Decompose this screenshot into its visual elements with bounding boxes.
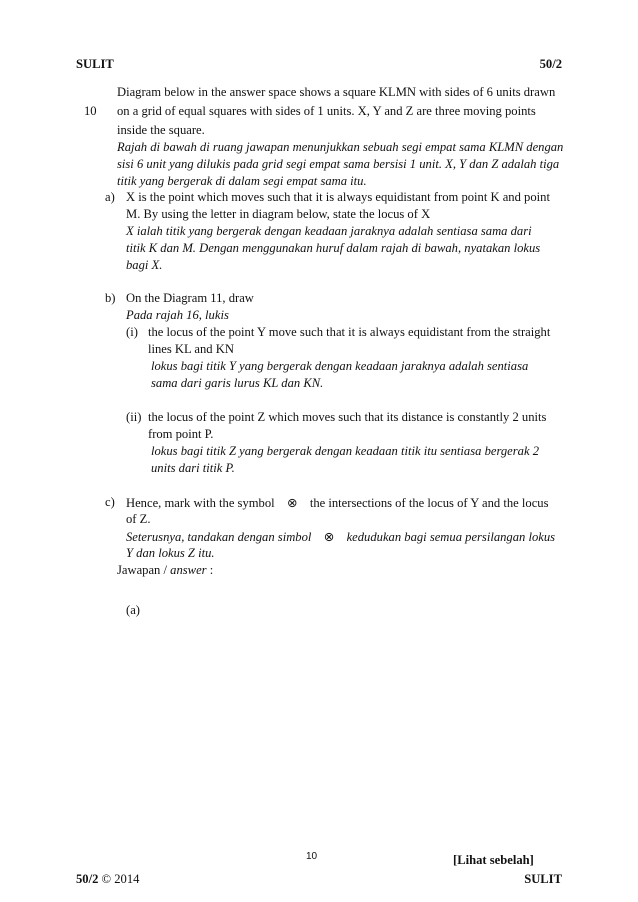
intro-en-line-1: Diagram below in the answer space shows a square KLMN with sides of 6 units drawn bbox=[117, 85, 556, 99]
part-c-label: c) bbox=[105, 495, 115, 509]
header-sulit: SULIT bbox=[76, 57, 114, 71]
answer-label-colon: : bbox=[206, 563, 214, 577]
intersection-symbol-ms: ⊗ bbox=[323, 530, 335, 544]
part-a-ms-line-2: titik K dan M. Dengan menggunakan huruf dalam rajah di bawah, nyatakan lokus bbox=[126, 241, 541, 255]
footer-lihat-sebelah: [Lihat sebelah] bbox=[453, 853, 534, 867]
intersection-symbol: ⊗ bbox=[286, 496, 298, 510]
footer-sulit: SULIT bbox=[524, 872, 562, 886]
intro-en-line-3: inside the square. bbox=[117, 123, 205, 137]
part-b-ii-ms-line-2: units dari titik P. bbox=[151, 461, 235, 475]
answer-label-en: answer bbox=[170, 563, 207, 577]
part-a-en-line-2: M. By using the letter in diagram below, state the locus of X bbox=[126, 207, 431, 221]
part-c-ms-line-1 bbox=[126, 529, 555, 545]
part-b-label: b) bbox=[105, 291, 116, 305]
part-b-ii-en-line-2: from point P. bbox=[148, 427, 214, 441]
part-b-i-label: (i) bbox=[126, 325, 138, 339]
intro-ms-line-3: titik yang bergerak di dalam segi empat sama itu. bbox=[117, 174, 367, 188]
answer-label bbox=[117, 563, 213, 578]
part-a-label: a) bbox=[105, 190, 115, 204]
part-b-i-ms-line-1: lokus bagi titik Y yang bergerak dengan keadaan jaraknya adalah sentiasa bbox=[151, 359, 529, 373]
part-b-en: On the Diagram 11, draw bbox=[126, 291, 254, 305]
part-c-en-text-b: the intersections of the locus of Y and the locus bbox=[309, 496, 549, 510]
part-b-i-en-line-2: lines KL and KN bbox=[148, 342, 234, 356]
question-number: 10 bbox=[84, 104, 97, 118]
part-b-ii-en-line-1: the locus of the point Z which moves such that its distance is constantly 2 units bbox=[148, 410, 547, 424]
header-paper-code: 50/2 bbox=[539, 57, 562, 71]
part-a-ms-line-3: bagi X. bbox=[126, 258, 163, 272]
part-c-ms-text-a: Seterusnya, tandakan dengan simbol bbox=[126, 530, 312, 544]
part-c-en-line-2: of Z. bbox=[126, 512, 151, 526]
footer-copyright: © 2014 bbox=[101, 872, 140, 886]
footer-code-left: 50/2 bbox=[76, 872, 99, 886]
part-c-ms-text-b: kedudukan bagi semua persilangan lokus bbox=[346, 530, 556, 544]
answer-label-ms: Jawapan / bbox=[117, 563, 168, 577]
part-a-en-line-1: X is the point which moves such that it is always equidistant from point K and point bbox=[126, 190, 550, 204]
answer-part-a-label: (a) bbox=[126, 603, 140, 617]
part-a-ms-line-1: X ialah titik yang bergerak dengan keadaan jaraknya adalah sentiasa sama dari bbox=[126, 224, 532, 238]
part-b-ii-label: (ii) bbox=[126, 410, 142, 424]
part-b-i-ms-line-2: sama dari garis lurus KL dan KN. bbox=[151, 376, 324, 390]
part-c-en-text-a: Hence, mark with the symbol bbox=[126, 496, 275, 510]
part-b-i-en-line-1: the locus of the point Y move such that it is always equidistant from the straight bbox=[148, 325, 551, 339]
part-c-ms-line-2: Y dan lokus Z itu. bbox=[126, 546, 215, 560]
intro-ms-line-1: Rajah di bawah di ruang jawapan menunjukkan sebuah segi empat sama KLMN dengan bbox=[117, 140, 564, 154]
part-c-en-line-1 bbox=[126, 495, 548, 511]
part-b-ii-ms-line-1: lokus bagi titik Z yang bergerak dengan keadaan titik itu sentiasa bergerak 2 bbox=[151, 444, 540, 458]
footer-code bbox=[76, 872, 139, 887]
intro-en-line-2: on a grid of equal squares with sides of 1 units. X, Y and Z are three moving points bbox=[117, 104, 536, 118]
intro-ms-line-2: sisi 6 unit yang dilukis pada grid segi empat sama bersisi 1 unit. X, Y dan Z adalah tiga bbox=[117, 157, 560, 171]
part-b-ms: Pada rajah 16, lukis bbox=[126, 308, 229, 322]
page-number: 10 bbox=[306, 851, 318, 862]
